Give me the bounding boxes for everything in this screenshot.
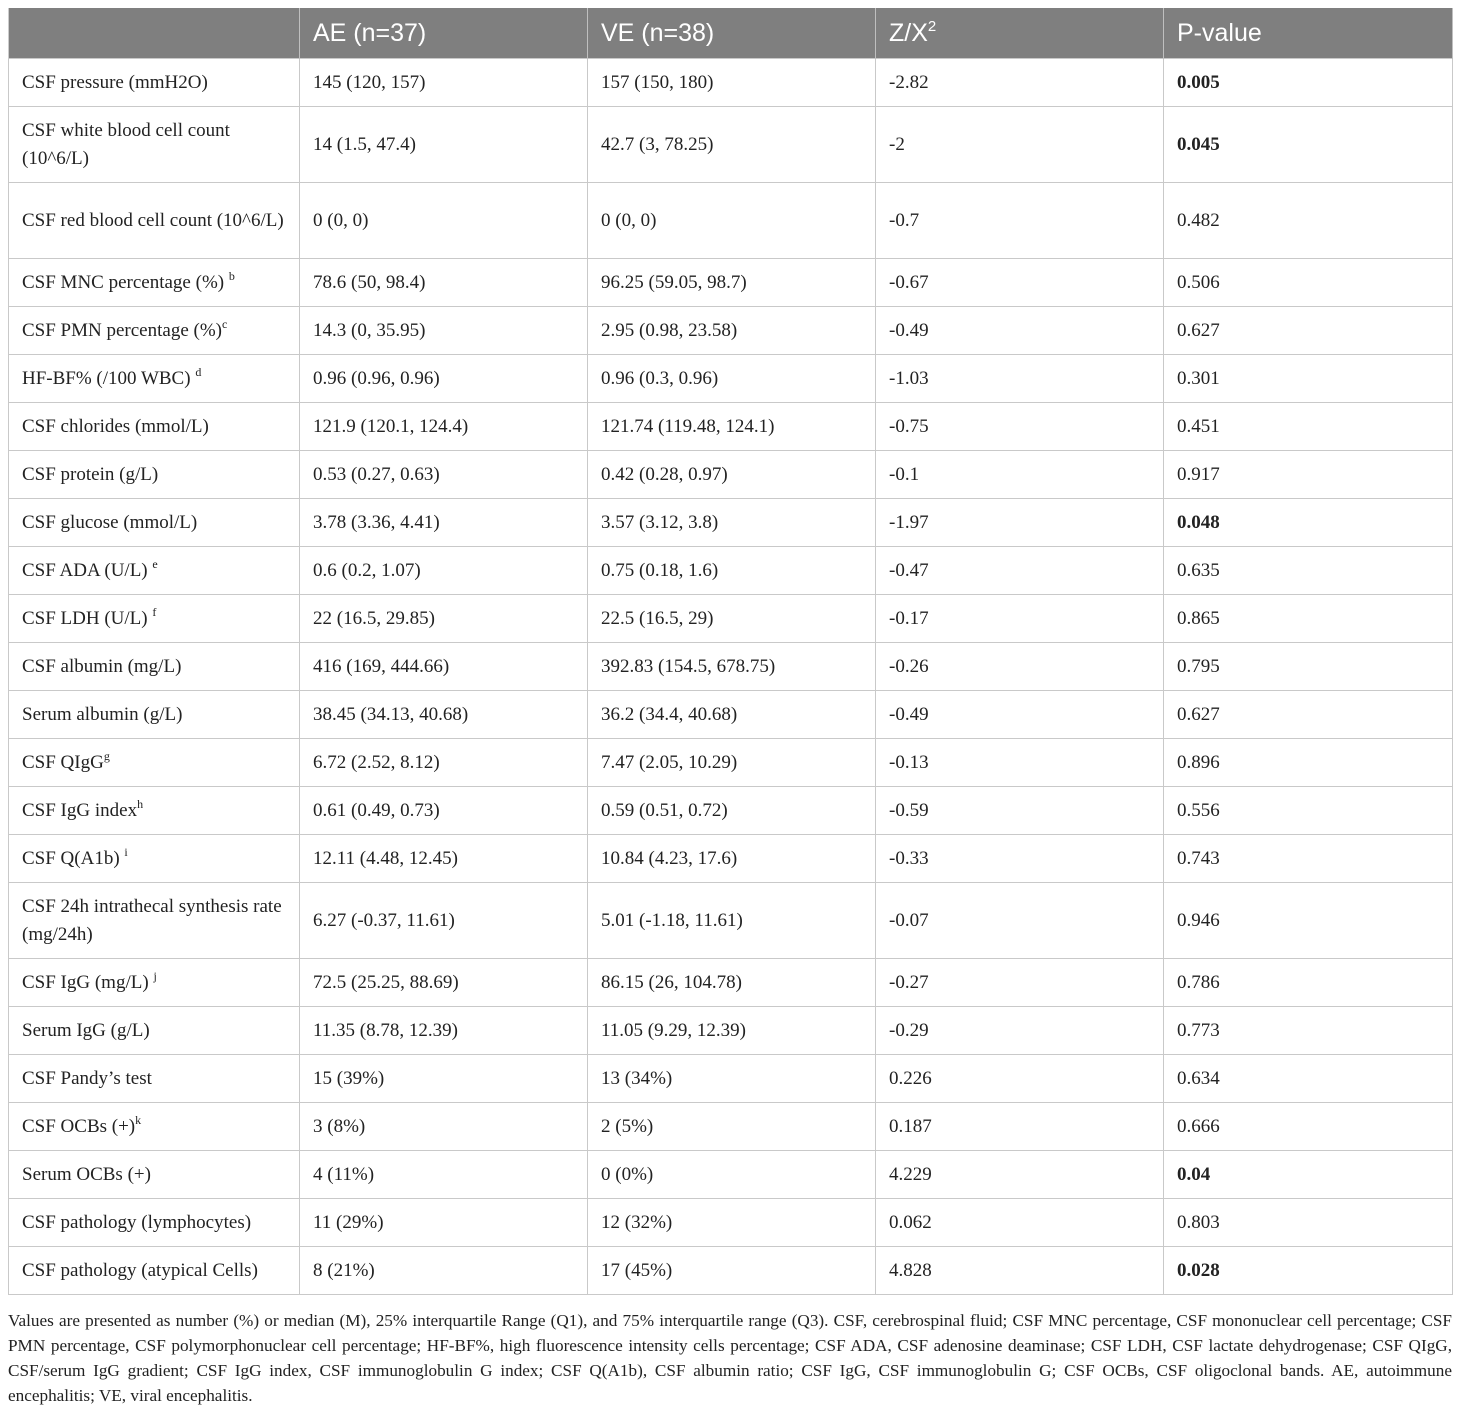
z-value-cell: -0.67 (876, 259, 1164, 307)
row-label-cell (9, 835, 300, 883)
z-value-cell: 4.828 (876, 1247, 1164, 1295)
row-label-cell (9, 107, 300, 183)
row-label: HF-BF% (/100 WBC) (22, 367, 196, 389)
row-label: Serum albumin (g/L) (22, 703, 183, 725)
ve-value-cell: 0 (0, 0) (588, 183, 876, 259)
z-value-cell: -0.1 (876, 451, 1164, 499)
p-value-cell: 0.506 (1164, 259, 1453, 307)
header-p-value: P-value (1164, 8, 1453, 59)
ae-value-cell: 11 (29%) (300, 1199, 588, 1247)
z-value-cell: -0.13 (876, 739, 1164, 787)
ae-value-cell: 78.6 (50, 98.4) (300, 259, 588, 307)
ae-value-cell: 145 (120, 157) (300, 59, 588, 107)
ae-value-cell: 0.53 (0.27, 0.63) (300, 451, 588, 499)
table-row (9, 1007, 1453, 1055)
ae-value-cell: 121.9 (120.1, 124.4) (300, 403, 588, 451)
ae-value-cell: 15 (39%) (300, 1055, 588, 1103)
table-row (9, 183, 1453, 259)
z-value-cell: -0.29 (876, 1007, 1164, 1055)
table-row (9, 1103, 1453, 1151)
row-label: CSF QIgG (22, 751, 104, 773)
ae-value-cell: 0.6 (0.2, 1.07) (300, 547, 588, 595)
row-label-cell (9, 1055, 300, 1103)
p-value-cell: 0.635 (1164, 547, 1453, 595)
row-label: CSF pathology (atypical Cells) (22, 1259, 258, 1281)
row-label-cell (9, 259, 300, 307)
footnote-marker: f (152, 604, 157, 619)
ve-value-cell: 86.15 (26, 104.78) (588, 959, 876, 1007)
p-value-cell: 0.04 (1164, 1151, 1453, 1199)
table-row (9, 499, 1453, 547)
footnote-marker: h (137, 796, 144, 811)
p-value-cell: 0.634 (1164, 1055, 1453, 1103)
table-row (9, 595, 1453, 643)
table-row (9, 883, 1453, 959)
footnote-marker: j (153, 968, 157, 983)
table-row (9, 107, 1453, 183)
ve-value-cell: 13 (34%) (588, 1055, 876, 1103)
row-label: CSF IgG index (22, 799, 138, 821)
ve-value-cell: 5.01 (-1.18, 11.61) (588, 883, 876, 959)
ae-value-cell: 12.11 (4.48, 12.45) (300, 835, 588, 883)
ve-value-cell: 3.57 (3.12, 3.8) (588, 499, 876, 547)
z-value-cell: -2.82 (876, 59, 1164, 107)
ve-value-cell: 96.25 (59.05, 98.7) (588, 259, 876, 307)
ve-value-cell: 10.84 (4.23, 17.6) (588, 835, 876, 883)
row-label: CSF PMN percentage (%) (22, 319, 222, 341)
ve-value-cell: 0.96 (0.3, 0.96) (588, 355, 876, 403)
p-value-cell: 0.946 (1164, 883, 1453, 959)
table-row (9, 691, 1453, 739)
ve-value-cell: 157 (150, 180) (588, 59, 876, 107)
row-label: CSF white blood cell count (10^6/L) (22, 119, 230, 169)
z-value-cell: -0.17 (876, 595, 1164, 643)
p-value-cell: 0.865 (1164, 595, 1453, 643)
table-row (9, 835, 1453, 883)
table-row (9, 259, 1453, 307)
row-label-cell (9, 1247, 300, 1295)
ae-value-cell: 0.96 (0.96, 0.96) (300, 355, 588, 403)
z-value-cell: -1.97 (876, 499, 1164, 547)
table-row (9, 787, 1453, 835)
z-value-cell: 0.187 (876, 1103, 1164, 1151)
row-label-cell (9, 183, 300, 259)
table-row (9, 1151, 1453, 1199)
z-value-cell: -0.49 (876, 691, 1164, 739)
p-value-cell: 0.627 (1164, 307, 1453, 355)
p-value-cell: 0.005 (1164, 59, 1453, 107)
header-ae: AE (n=37) (300, 8, 588, 59)
ve-value-cell: 2 (5%) (588, 1103, 876, 1151)
data-table-container (8, 8, 1452, 1295)
ae-value-cell: 0.61 (0.49, 0.73) (300, 787, 588, 835)
ve-value-cell: 0.75 (0.18, 1.6) (588, 547, 876, 595)
ae-value-cell: 0 (0, 0) (300, 183, 588, 259)
p-value-cell: 0.451 (1164, 403, 1453, 451)
row-label: CSF red blood cell count (10^6/L) (22, 209, 284, 231)
ae-value-cell: 11.35 (8.78, 12.39) (300, 1007, 588, 1055)
p-value-cell: 0.301 (1164, 355, 1453, 403)
z-value-cell: -0.26 (876, 643, 1164, 691)
row-label-cell (9, 1151, 300, 1199)
ae-value-cell: 6.27 (-0.37, 11.61) (300, 883, 588, 959)
table-footnote: Values are presented as number (%) or median (M), 25% interquartile Range (Q1), and 75% interquartile range (Q3). CSF, cerebrospinal fluid; CSF MNC percentage, CSF mononuclear cell percentage; CSF PMN percentage, CSF polymorphonuclear cell percentage; HF-BF%, high fluorescence intensity cells percentage; CSF ADA, CSF adenosine deaminase; CSF LDH, CSF lactate dehydrogenase; CSF QIgG, CSF/serum IgG gradient; CSF IgG index, CSF immunoglobulin G index; CSF Q(A1b), CSF albumin ratio; CSF IgG, CSF immunoglobulin G; CSF OCBs, CSF oligoclonal bands. AE, autoimmune encephalitis; VE, viral encephalitis. (8, 1311, 1452, 1405)
row-label-cell (9, 959, 300, 1007)
table-row (9, 643, 1453, 691)
row-label: CSF Q(A1b) (22, 847, 125, 869)
p-value-cell: 0.045 (1164, 107, 1453, 183)
p-value-cell: 0.773 (1164, 1007, 1453, 1055)
ve-value-cell: 42.7 (3, 78.25) (588, 107, 876, 183)
table-row (9, 59, 1453, 107)
header-row (9, 8, 1453, 59)
row-label: CSF IgG (mg/L) (22, 971, 154, 993)
row-label-cell (9, 787, 300, 835)
row-label-cell (9, 691, 300, 739)
row-label: CSF 24h intrathecal synthesis rate (mg/24h) (22, 895, 282, 945)
table-row (9, 959, 1453, 1007)
row-label-cell (9, 883, 300, 959)
ae-value-cell: 8 (21%) (300, 1247, 588, 1295)
z-value-cell: 4.229 (876, 1151, 1164, 1199)
row-label: Serum IgG (g/L) (22, 1019, 150, 1041)
row-label: CSF protein (g/L) (22, 463, 159, 485)
table-row (9, 451, 1453, 499)
z-value-cell: -0.33 (876, 835, 1164, 883)
footnote-marker: e (152, 556, 158, 571)
footnote-marker: g (103, 748, 110, 763)
z-value-cell: -0.49 (876, 307, 1164, 355)
ve-value-cell: 0.42 (0.28, 0.97) (588, 451, 876, 499)
z-value-cell: -0.75 (876, 403, 1164, 451)
row-label-cell (9, 59, 300, 107)
row-label-cell (9, 355, 300, 403)
footnote-marker: k (135, 1112, 142, 1127)
row-label-cell (9, 643, 300, 691)
z-value-cell: -0.59 (876, 787, 1164, 835)
p-value-cell: 0.917 (1164, 451, 1453, 499)
p-value-cell: 0.666 (1164, 1103, 1453, 1151)
p-value-cell: 0.028 (1164, 1247, 1453, 1295)
row-label-cell (9, 547, 300, 595)
row-label-cell (9, 1103, 300, 1151)
ae-value-cell: 14 (1.5, 47.4) (300, 107, 588, 183)
ae-value-cell: 22 (16.5, 29.85) (300, 595, 588, 643)
row-label: CSF pathology (lymphocytes) (22, 1211, 252, 1233)
ve-value-cell: 17 (45%) (588, 1247, 876, 1295)
p-value-cell: 0.627 (1164, 691, 1453, 739)
row-label-cell (9, 1199, 300, 1247)
p-value-cell: 0.896 (1164, 739, 1453, 787)
ve-value-cell: 11.05 (9.29, 12.39) (588, 1007, 876, 1055)
table-row (9, 403, 1453, 451)
ve-value-cell: 121.74 (119.48, 124.1) (588, 403, 876, 451)
ae-value-cell: 3.78 (3.36, 4.41) (300, 499, 588, 547)
p-value-cell: 0.482 (1164, 183, 1453, 259)
row-label-cell (9, 499, 300, 547)
p-value-cell: 0.556 (1164, 787, 1453, 835)
ae-value-cell: 416 (169, 444.66) (300, 643, 588, 691)
row-label-cell (9, 403, 300, 451)
header-ve: VE (n=38) (588, 8, 876, 59)
footnote-marker: i (124, 844, 128, 859)
p-value-cell: 0.803 (1164, 1199, 1453, 1247)
header-z-label: Z/X (889, 18, 928, 47)
row-label: CSF chlorides (mmol/L) (22, 415, 209, 437)
ae-value-cell: 3 (8%) (300, 1103, 588, 1151)
ae-value-cell: 6.72 (2.52, 8.12) (300, 739, 588, 787)
p-value-cell: 0.048 (1164, 499, 1453, 547)
ae-value-cell: 38.45 (34.13, 40.68) (300, 691, 588, 739)
footnote-marker: b (228, 268, 235, 283)
row-label-cell (9, 451, 300, 499)
ae-value-cell: 14.3 (0, 35.95) (300, 307, 588, 355)
row-label: CSF OCBs (+) (22, 1115, 136, 1137)
footnote-marker: d (195, 364, 202, 379)
row-label: CSF pressure (mmH2O) (22, 71, 208, 93)
table-row (9, 1199, 1453, 1247)
z-value-cell: 0.062 (876, 1199, 1164, 1247)
header-z-superscript: 2 (927, 17, 937, 35)
ae-value-cell: 72.5 (25.25, 88.69) (300, 959, 588, 1007)
ve-value-cell: 2.95 (0.98, 23.58) (588, 307, 876, 355)
p-value-cell: 0.786 (1164, 959, 1453, 1007)
table-row (9, 1247, 1453, 1295)
ve-value-cell: 0.59 (0.51, 0.72) (588, 787, 876, 835)
footnote-marker: c (222, 316, 228, 331)
z-value-cell: -2 (876, 107, 1164, 183)
row-label-cell (9, 595, 300, 643)
row-label: CSF ADA (U/L) (22, 559, 153, 581)
table-row (9, 355, 1453, 403)
table-body (9, 59, 1453, 1295)
ve-value-cell: 36.2 (34.4, 40.68) (588, 691, 876, 739)
z-value-cell: -0.7 (876, 183, 1164, 259)
header-blank (9, 8, 300, 59)
ve-value-cell: 7.47 (2.05, 10.29) (588, 739, 876, 787)
z-value-cell: 0.226 (876, 1055, 1164, 1103)
row-label: CSF Pandy’s test (22, 1067, 152, 1089)
table-row (9, 1055, 1453, 1103)
ve-value-cell: 12 (32%) (588, 1199, 876, 1247)
row-label: CSF MNC percentage (%) (22, 271, 229, 293)
csf-comparison-table (8, 8, 1453, 1295)
row-label-cell (9, 1007, 300, 1055)
p-value-cell: 0.795 (1164, 643, 1453, 691)
ve-value-cell: 0 (0%) (588, 1151, 876, 1199)
table-row (9, 547, 1453, 595)
ae-value-cell: 4 (11%) (300, 1151, 588, 1199)
p-value-cell: 0.743 (1164, 835, 1453, 883)
row-label: CSF LDH (U/L) (22, 607, 153, 629)
row-label-cell (9, 307, 300, 355)
z-value-cell: -0.47 (876, 547, 1164, 595)
header-z (876, 8, 1164, 59)
row-label: Serum OCBs (+) (22, 1163, 151, 1185)
z-value-cell: -0.27 (876, 959, 1164, 1007)
z-value-cell: -1.03 (876, 355, 1164, 403)
row-label-cell (9, 739, 300, 787)
ve-value-cell: 392.83 (154.5, 678.75) (588, 643, 876, 691)
ve-value-cell: 22.5 (16.5, 29) (588, 595, 876, 643)
row-label: CSF albumin (mg/L) (22, 655, 182, 677)
table-row (9, 739, 1453, 787)
table-row (9, 307, 1453, 355)
row-label: CSF glucose (mmol/L) (22, 511, 198, 533)
z-value-cell: -0.07 (876, 883, 1164, 959)
